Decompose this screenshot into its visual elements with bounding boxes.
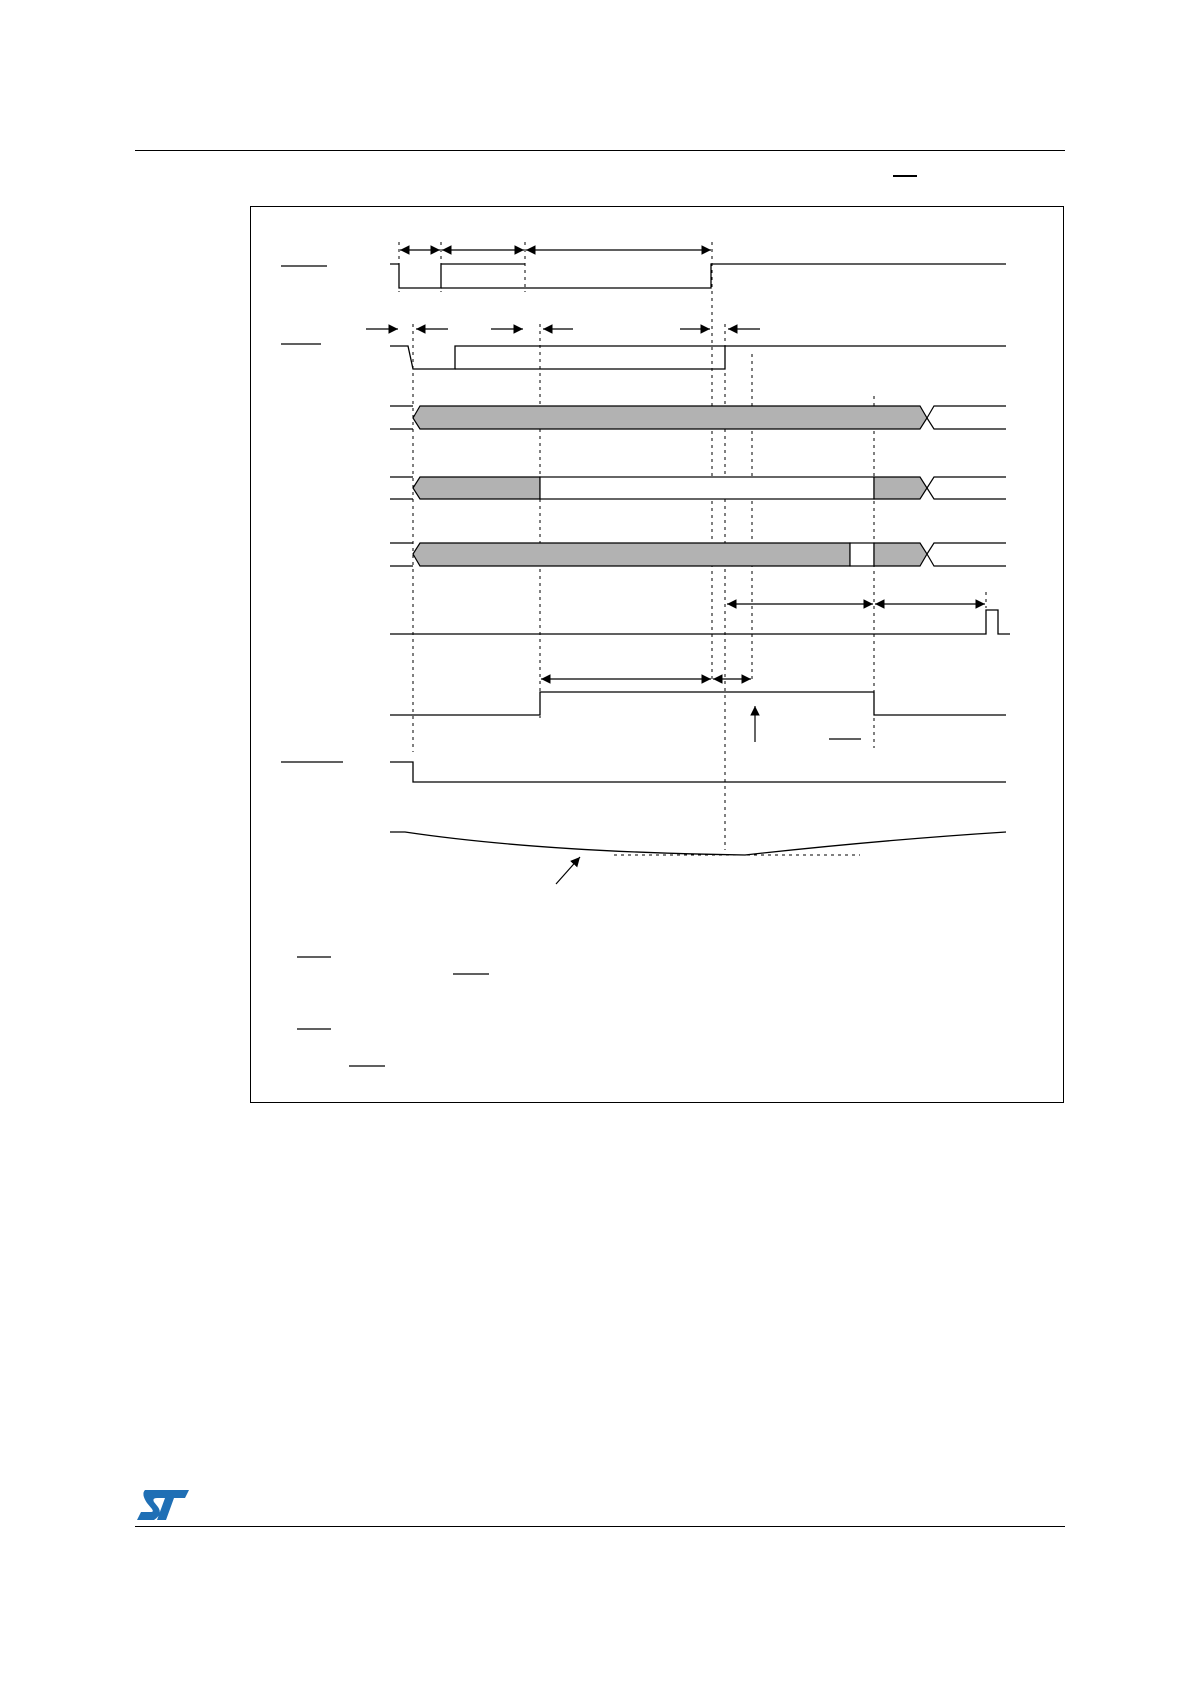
- timing-arrows: [366, 250, 985, 884]
- waveform-signal-8: [390, 762, 1006, 782]
- waveform-signal-1: [390, 264, 1006, 288]
- bus-2: [390, 477, 1006, 499]
- waveform-pulse-line: [390, 610, 1010, 634]
- bus-1: [390, 406, 1006, 429]
- st-logo: [135, 1487, 191, 1523]
- footer-rule: [135, 1526, 1065, 1527]
- label-overbars: [281, 266, 861, 1066]
- waveform-signal-2: [390, 346, 1006, 369]
- bus-3: [390, 543, 1006, 566]
- waveform-level-signal: [390, 692, 1006, 715]
- analog-curve: [390, 832, 1006, 855]
